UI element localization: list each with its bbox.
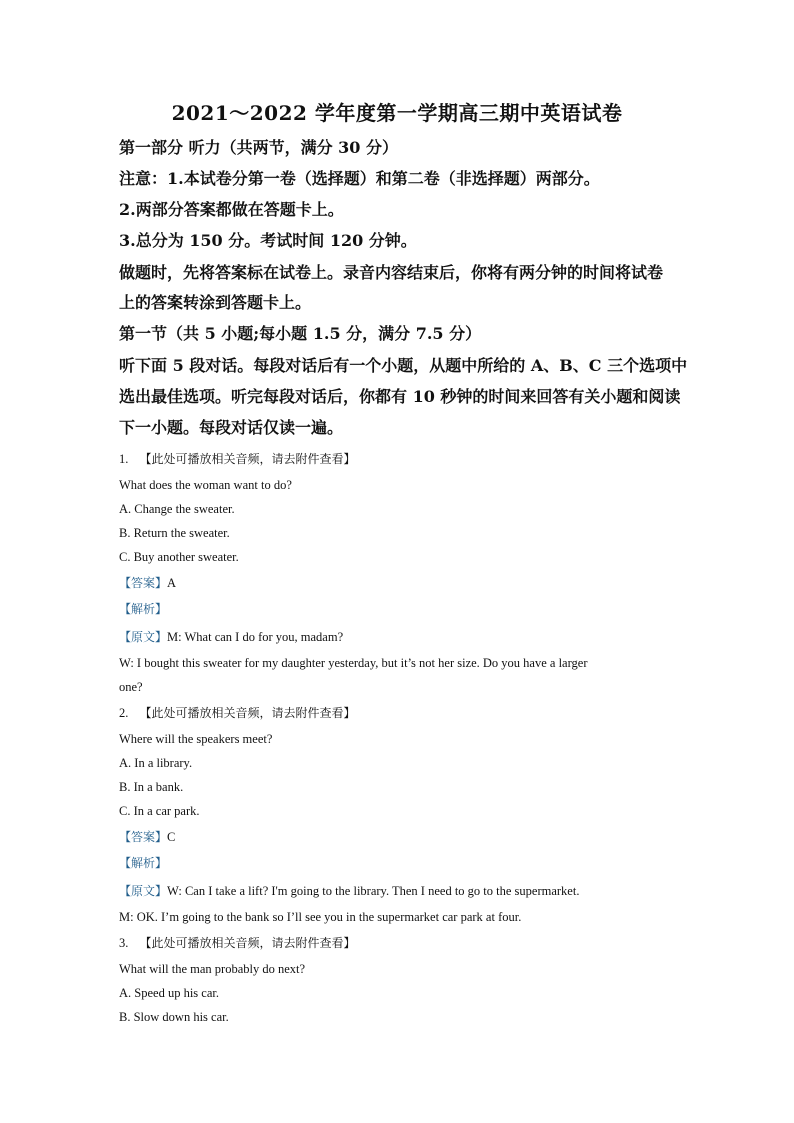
note-3: 3.总分为 150 分。考试时间 120 分钟。 (119, 231, 417, 250)
answer-line (119, 828, 694, 846)
transcript-label: 【原文】 (119, 630, 168, 644)
question-number: 2. (119, 706, 129, 720)
answer-label: 【答案】 (119, 830, 168, 844)
option-b: B. Slow down his car. (119, 1010, 229, 1024)
question-number: 1. (119, 452, 129, 466)
option-a: A. Speed up his car. (119, 986, 219, 1000)
instruction-line-2: 上的答案转涂到答题卡上。 (119, 293, 312, 312)
option-c: C. In a car park. (119, 804, 200, 818)
option-b: B. Return the sweater. (119, 526, 230, 540)
listening-instruction-3: 下一小题。每段对话仅读一遍。 (119, 418, 344, 437)
transcript-line-1 (119, 882, 694, 900)
listening-instruction-2: 选出最佳选项。听完每段对话后，你都有 10 秒钟的时间来回答有关小题和阅读 (119, 387, 681, 406)
note-1: 注意：1.本试卷分第一卷（选择题）和第二卷（非选择题）两部分。 (119, 169, 600, 188)
option-b: B. In a bank. (119, 780, 184, 794)
analysis-label: 【解析】 (119, 856, 168, 870)
instruction-line-1: 做题时，先将答案标在试卷上。录音内容结束后，你将有两分钟的时间将试卷 (119, 263, 664, 282)
answer-value: A (167, 576, 177, 590)
transcript-text: W: Can I take a lift? I'm going to the library. Then I need to go to the supermarket. (167, 884, 580, 898)
question-1-header (119, 450, 694, 468)
transcript-line-2: M: OK. I’m going to the bank so I’ll see you in the supermarket car park at four. (119, 910, 522, 924)
audio-link[interactable]: 【此处可播放相关音频，请去附件查看】 (139, 452, 356, 466)
option-a: A. Change the sweater. (119, 502, 235, 516)
audio-link[interactable]: 【此处可播放相关音频，请去附件查看】 (139, 936, 356, 950)
note-2: 2.两部分答案都做在答题卡上。 (119, 200, 344, 219)
question-stem: Where will the speakers meet? (119, 732, 273, 746)
question-2-header (119, 704, 694, 722)
option-c: C. Buy another sweater. (119, 550, 239, 564)
answer-label: 【答案】 (119, 576, 168, 590)
section1-heading: 第一节（共 5 小题;每小题 1.5 分，满分 7.5 分） (119, 324, 482, 343)
question-stem: What does the woman want to do? (119, 478, 292, 492)
question-3-header (119, 934, 694, 952)
audio-link[interactable]: 【此处可播放相关音频，请去附件查看】 (139, 706, 356, 720)
question-number: 3. (119, 936, 129, 950)
analysis-line (119, 854, 694, 872)
transcript-text: M: What can I do for you, madam? (167, 630, 344, 644)
answer-value: C (167, 830, 176, 844)
question-stem: What will the man probably do next? (119, 962, 306, 976)
transcript-label: 【原文】 (119, 884, 168, 898)
answer-line (119, 574, 694, 592)
transcript-line-1 (119, 628, 694, 646)
transcript-line-3: one? (119, 680, 143, 694)
analysis-line (119, 600, 694, 618)
page-title: 2021～2022 学年度第一学期高三期中英语试卷 (171, 101, 623, 125)
option-a: A. In a library. (119, 756, 193, 770)
analysis-label: 【解析】 (119, 602, 168, 616)
transcript-line-2: W: I bought this sweater for my daughter yesterday, but it’s not her size. Do you have a larger (119, 656, 588, 670)
listening-instruction-1: 听下面 5 段对话。每段对话后有一个小题，从题中所给的 A、B、C 三个选项中 (119, 356, 688, 375)
part1-heading: 第一部分 听力（共两节，满分 30 分） (119, 138, 398, 157)
